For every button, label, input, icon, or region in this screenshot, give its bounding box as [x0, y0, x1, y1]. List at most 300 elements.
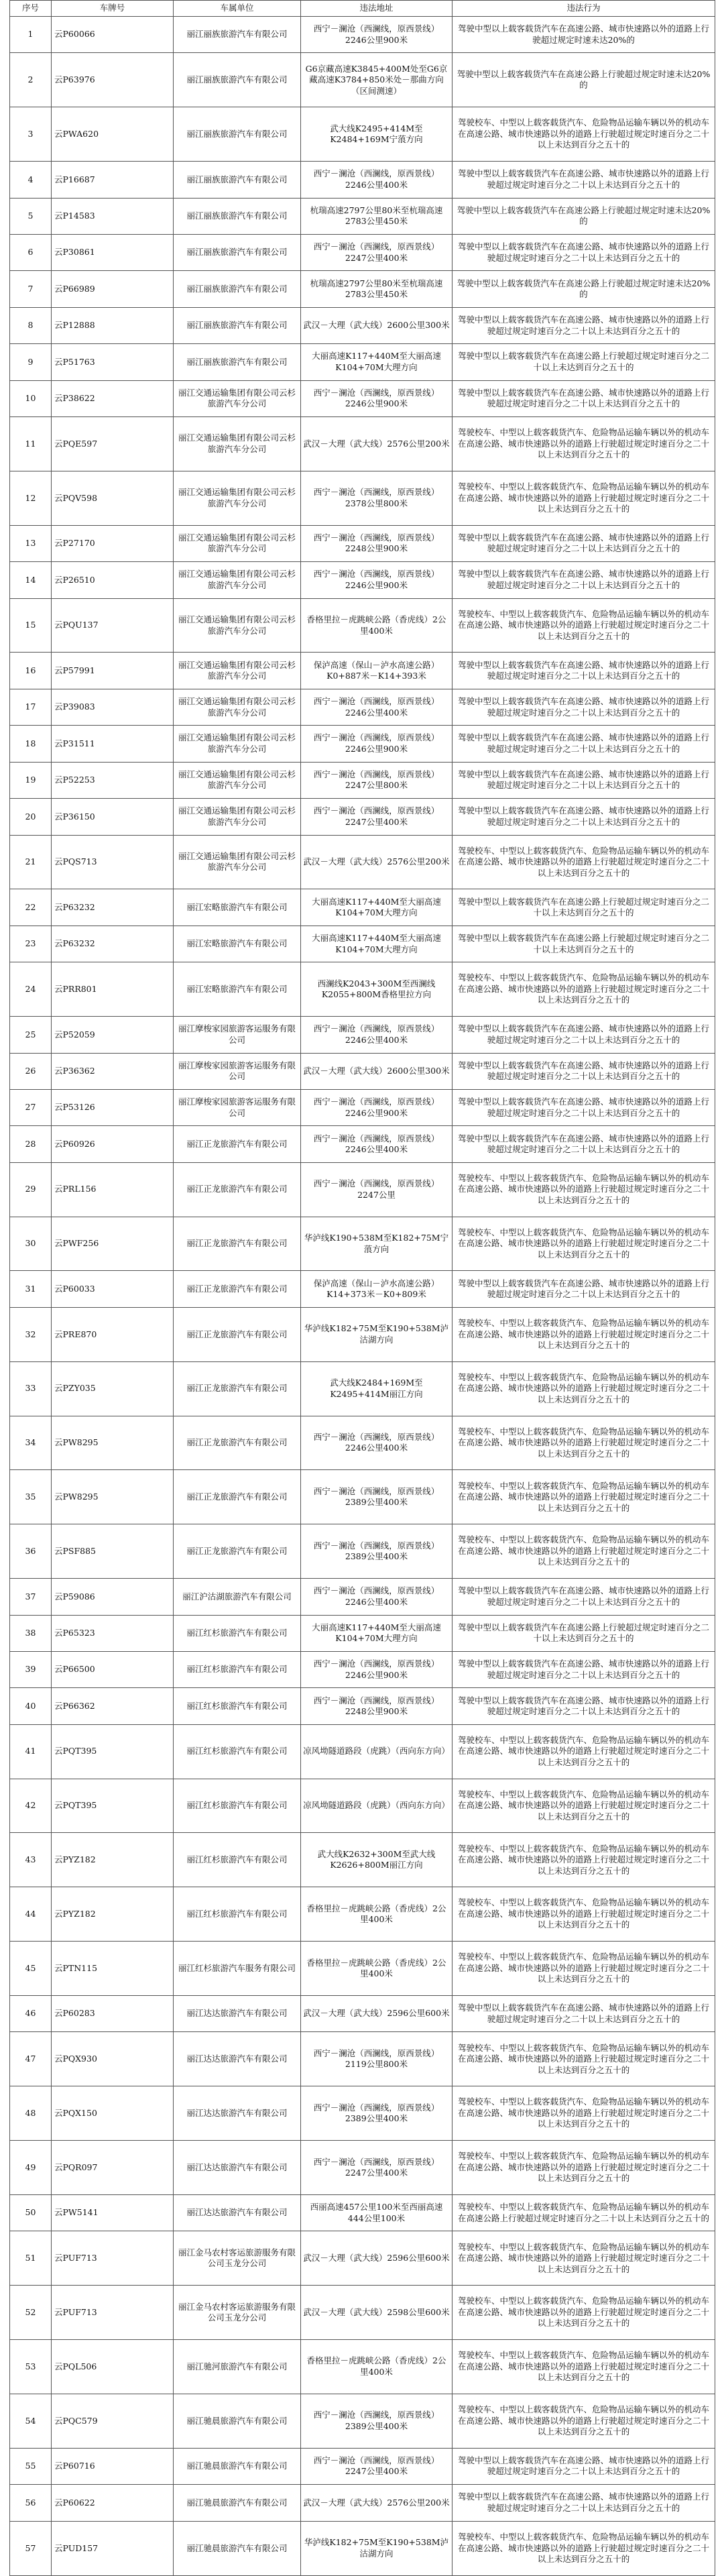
cell-violation: 驾驶校车、中型以上载客载货汽车、危险物品运输车辆以外的机动车在高速公路、城市快速路以外的道路上行驶超过规定时速百分之二十以上未达到百分之五十的 — [452, 2394, 715, 2448]
cell-unit: 丽江丽族旅游汽车有限公司 — [174, 107, 301, 162]
table-row — [10, 1361, 715, 1416]
cell-serial: 19 — [10, 762, 52, 798]
cell-plate: 云PQT395 — [52, 1779, 174, 1833]
cell-unit: 丽江丽族旅游汽车有限公司 — [174, 162, 301, 198]
table-row — [10, 1307, 715, 1361]
cell-serial: 53 — [10, 2340, 52, 2394]
cell-serial: 44 — [10, 1887, 52, 1942]
cell-unit: 丽江宏略旅游汽车有限公司 — [174, 962, 301, 1017]
cell-location: 武大线K2495+414M至K2484+169M宁蒗方向 — [301, 107, 452, 162]
cell-plate: 云P14583 — [52, 198, 174, 234]
cell-plate: 云PQU137 — [52, 598, 174, 653]
cell-location: 西宁－澜沧（西澜线，原西景线）2389公里400米 — [301, 2394, 452, 2448]
cell-plate: 云P60622 — [52, 2485, 174, 2521]
cell-plate: 云P26510 — [52, 562, 174, 598]
cell-unit: 丽江金马农村客运旅游服务有限公司玉龙分公司 — [174, 2231, 301, 2286]
cell-location: 西宁－澜沧（西澜线，原西景线）2378公里800米 — [301, 471, 452, 525]
cell-plate: 云P60926 — [52, 1126, 174, 1162]
cell-serial: 15 — [10, 598, 52, 653]
table-row — [10, 2141, 715, 2195]
cell-unit: 丽江正龙旅游汽车有限公司 — [174, 1416, 301, 1470]
cell-location: 武汉－大理（武大线）2596公里600米 — [301, 2231, 452, 2286]
cell-serial: 1 — [10, 17, 52, 53]
table-row — [10, 799, 715, 835]
cell-location: 西宁－澜沧（西澜线，原西景线）2247公里 — [301, 1162, 452, 1217]
cell-violation: 驾驶中型以上载客载货汽车在高速公路、城市快速路以外的道路上行驶超过规定时速未达20%的 — [452, 17, 715, 53]
cell-violation: 驾驶中型以上载客载货汽车在高速公路、城市快速路以外的道路上行驶超过规定时速百分之二十以上未达到百分之五十的 — [452, 1579, 715, 1615]
cell-unit: 丽江交通运输集团有限公司云杉旅游汽车分公司 — [174, 471, 301, 525]
cell-unit: 丽江交通运输集团有限公司云杉旅游汽车分公司 — [174, 417, 301, 471]
cell-serial: 4 — [10, 162, 52, 198]
cell-violation: 驾驶中型以上载客载货汽车在高速公路、城市快速路以外的道路上行驶超过规定时速百分之二十以上未达到百分之五十的 — [452, 762, 715, 798]
cell-serial: 25 — [10, 1017, 52, 1053]
cell-violation: 驾驶校车、中型以上载客载货汽车、危险物品运输车辆以外的机动车在高速公路、城市快速路以外的道路上行驶超过规定时速百分之二十以上未达到百分之五十的 — [452, 962, 715, 1017]
cell-location: 大丽高速K117+440M至大丽高速K104+70M大理方向 — [301, 926, 452, 962]
cell-plate: 云PW8295 — [52, 1470, 174, 1524]
cell-location: 凉风坳隧道路段（虎跳）（西向东方向） — [301, 1724, 452, 1779]
table-row — [10, 1887, 715, 1942]
table-row — [10, 1996, 715, 2032]
cell-serial: 51 — [10, 2231, 52, 2286]
cell-location: 武汉－大理（武大线）2600公里300米 — [301, 1053, 452, 1089]
table-row — [10, 653, 715, 689]
table-row — [10, 2032, 715, 2086]
cell-unit: 丽江交通运输集团有限公司云杉旅游汽车分公司 — [174, 726, 301, 762]
cell-violation: 驾驶中型以上载客载货汽车在高速公路、城市快速路以外的道路上行驶超过规定时速百分之二十以上未达到百分之五十的 — [452, 1996, 715, 2032]
cell-violation: 驾驶校车、中型以上载客载货汽车、危险物品运输车辆以外的机动车在高速公路、城市快速路以外的道路上行驶超过规定时速百分之二十以上未达到百分之五十的 — [452, 1470, 715, 1524]
cell-plate: 云P27170 — [52, 525, 174, 561]
cell-serial: 24 — [10, 962, 52, 1017]
cell-unit: 丽江红杉旅游汽车有限公司 — [174, 1651, 301, 1687]
table-row — [10, 1271, 715, 1307]
cell-unit: 丽江驰河旅游汽车有限公司 — [174, 2340, 301, 2394]
cell-plate: 云P60716 — [52, 2448, 174, 2484]
cell-serial: 45 — [10, 1942, 52, 1996]
table-row — [10, 162, 715, 198]
cell-unit: 丽江交通运输集团有限公司云杉旅游汽车分公司 — [174, 598, 301, 653]
cell-violation: 驾驶中型以上载客载货汽车在高速公路、城市快速路以外的道路上行驶超过规定时速百分之二十以上未达到百分之五十的 — [452, 2448, 715, 2484]
cell-location: 西宁－澜沧（西澜线，原西景线）2247公里800米 — [301, 762, 452, 798]
cell-location: 武汉－大理（武大线）2598公里600米 — [301, 2286, 452, 2340]
cell-violation: 驾驶中型以上载客载货汽车在高速公路上行驶超过规定时速百分之二十以上未达到百分之五十的 — [452, 1615, 715, 1651]
table-row — [10, 107, 715, 162]
cell-plate: 云P59086 — [52, 1579, 174, 1615]
cell-plate: 云P51763 — [52, 344, 174, 380]
table-row — [10, 471, 715, 525]
cell-violation: 驾驶中型以上载客载货汽车在高速公路上行驶超过规定时速未达20%的 — [452, 271, 715, 307]
cell-unit: 丽江交通运输集团有限公司云杉旅游汽车分公司 — [174, 653, 301, 689]
table-row — [10, 1416, 715, 1470]
cell-location: 西澜线K2043+300M至西澜线K2055+800M香格里拉方向 — [301, 962, 452, 1017]
cell-location: 西宁－澜沧（西澜线，原西景线）2246公里400米 — [301, 1579, 452, 1615]
cell-violation: 驾驶中型以上载客载货汽车在高速公路、城市快速路以外的道路上行驶超过规定时速百分之二十以上未达到百分之五十的 — [452, 653, 715, 689]
cell-location: 香格里拉－虎跳峡公路（香虎线）2公里400米 — [301, 2340, 452, 2394]
cell-plate: 云P30861 — [52, 234, 174, 270]
cell-unit: 丽江驰晨旅游汽车有限公司 — [174, 2521, 301, 2575]
table-row — [10, 926, 715, 962]
cell-violation: 驾驶校车、中型以上载客载货汽车、危险物品运输车辆以外的机动车在高速公路、城市快速路以外的道路上行驶超过规定时速百分之二十以上未达到百分之五十的 — [452, 2086, 715, 2141]
cell-unit: 丽江交通运输集团有限公司云杉旅游汽车分公司 — [174, 799, 301, 835]
cell-violation: 驾驶校车、中型以上载客载货汽车、危险物品运输车辆以外的机动车在高速公路、城市快速路以外的道路上行驶超过规定时速百分之二十以上未达到百分之五十的 — [452, 2340, 715, 2394]
cell-violation: 驾驶校车、中型以上载客载货汽车、危险物品运输车辆以外的机动车在高速公路上行驶超过规定时速百分之二十以上未达到百分之五十的 — [452, 2194, 715, 2231]
cell-location: 西宁－澜沧（西澜线，原西景线）2246公里900米 — [301, 17, 452, 53]
table-row — [10, 1724, 715, 1779]
cell-serial: 8 — [10, 307, 52, 343]
cell-plate: 云P16687 — [52, 162, 174, 198]
cell-plate: 云PWA620 — [52, 107, 174, 162]
cell-unit: 丽江正龙旅游汽车有限公司 — [174, 1524, 301, 1579]
cell-location: 杭瑞高速2797公里80米至杭瑞高速2783公里450米 — [301, 198, 452, 234]
table-row — [10, 1470, 715, 1524]
header-unit: 车属单位 — [174, 1, 301, 17]
cell-violation: 驾驶中型以上载客载货汽车在高速公路上行驶超过规定时速未达20%的 — [452, 53, 715, 107]
cell-plate: 云P66500 — [52, 1651, 174, 1687]
table-row — [10, 762, 715, 798]
cell-serial: 43 — [10, 1833, 52, 1887]
table-row — [10, 17, 715, 53]
cell-unit: 丽江驰晨旅游汽车有限公司 — [174, 2394, 301, 2448]
cell-plate: 云P60033 — [52, 1271, 174, 1307]
cell-serial: 17 — [10, 689, 52, 725]
cell-unit: 丽江红杉旅游汽车有限公司 — [174, 1688, 301, 1724]
cell-serial: 30 — [10, 1217, 52, 1271]
cell-location: 西宁－澜沧（西澜线，原西景线）2246公里900米 — [301, 380, 452, 416]
cell-location: 西宁－澜沧（西澜线，原西景线）2119公里800米 — [301, 2032, 452, 2086]
cell-serial: 33 — [10, 1361, 52, 1416]
cell-serial: 28 — [10, 1126, 52, 1162]
cell-violation: 驾驶校车、中型以上载客载货汽车、危险物品运输车辆以外的机动车在高速公路、城市快速路以外的道路上行驶超过规定时速百分之二十以上未达到百分之五十的 — [452, 1307, 715, 1361]
cell-unit: 丽江交通运输集团有限公司云杉旅游汽车分公司 — [174, 762, 301, 798]
table-row — [10, 307, 715, 343]
table-row — [10, 1126, 715, 1162]
cell-unit: 丽江正龙旅游汽车有限公司 — [174, 1162, 301, 1217]
cell-serial: 14 — [10, 562, 52, 598]
cell-location: 香格里拉－虎跳峡公路（香虎线）2公里400米 — [301, 598, 452, 653]
cell-violation: 驾驶中型以上载客载货汽车在高速公路上行驶超过规定时速百分之二十以上未达到百分之五十的 — [452, 344, 715, 380]
table-row — [10, 1615, 715, 1651]
cell-location: 西宁－澜沧（西澜线，原西景线）2246公里400米 — [301, 1017, 452, 1053]
cell-location: 西宁－澜沧（西澜线，原西景线）2246公里400米 — [301, 689, 452, 725]
cell-violation: 驾驶校车、中型以上载客载货汽车、危险物品运输车辆以外的机动车在高速公路、城市快速路以外的道路上行驶超过规定时速百分之二十以上未达到百分之五十的 — [452, 2521, 715, 2575]
cell-unit: 丽江交通运输集团有限公司云杉旅游汽车分公司 — [174, 562, 301, 598]
cell-plate: 云P36150 — [52, 799, 174, 835]
cell-violation: 驾驶校车、中型以上载客载货汽车、危险物品运输车辆以外的机动车在高速公路、城市快速路以外的道路上行驶超过规定时速百分之二十以上未达到百分之五十的 — [452, 1942, 715, 1996]
cell-plate: 云P65323 — [52, 1615, 174, 1651]
cell-plate: 云PRE870 — [52, 1307, 174, 1361]
cell-unit: 丽江交通运输集团有限公司云杉旅游汽车分公司 — [174, 835, 301, 889]
cell-serial: 7 — [10, 271, 52, 307]
cell-violation: 驾驶中型以上载客载货汽车在高速公路上行驶超过规定时速未达20%的 — [452, 198, 715, 234]
cell-plate: 云P52253 — [52, 762, 174, 798]
cell-serial: 47 — [10, 2032, 52, 2086]
cell-violation: 驾驶校车、中型以上载客载货汽车、危险物品运输车辆以外的机动车在高速公路、城市快速路以外的道路上行驶超过规定时速百分之二十以上未达到百分之五十的 — [452, 2286, 715, 2340]
cell-plate: 云PYZ182 — [52, 1833, 174, 1887]
table-row — [10, 2448, 715, 2484]
cell-unit: 丽江丽族旅游汽车有限公司 — [174, 234, 301, 270]
cell-violation: 驾驶中型以上载客载货汽车在高速公路、城市快速路以外的道路上行驶超过规定时速百分之二十以上未达到百分之五十的 — [452, 1126, 715, 1162]
cell-violation: 驾驶校车、中型以上载客载货汽车、危险物品运输车辆以外的机动车在高速公路、城市快速路以外的道路上行驶超过规定时速百分之二十以上未达到百分之五十的 — [452, 1162, 715, 1217]
cell-violation: 驾驶中型以上载客载货汽车在高速公路、城市快速路以外的道路上行驶超过规定时速百分之二十以上未达到百分之五十的 — [452, 162, 715, 198]
cell-location: 华泸线K182+75M至K190+538M泸沽湖方向 — [301, 2521, 452, 2575]
cell-location: 武汉－大理（武大线）2576公里200米 — [301, 417, 452, 471]
table-row — [10, 2485, 715, 2521]
cell-serial: 32 — [10, 1307, 52, 1361]
cell-location: 凉风坳隧道路段（虎跳）（西向东方向） — [301, 1779, 452, 1833]
cell-plate: 云PW8295 — [52, 1416, 174, 1470]
cell-violation: 驾驶中型以上载客载货汽车在高速公路、城市快速路以外的道路上行驶超过规定时速百分之二十以上未达到百分之五十的 — [452, 2485, 715, 2521]
cell-plate: 云P60283 — [52, 1996, 174, 2032]
cell-location: 武汉－大理（武大线）2576公里200米 — [301, 2485, 452, 2521]
cell-serial: 20 — [10, 799, 52, 835]
cell-plate: 云P60066 — [52, 17, 174, 53]
header-violation: 违法行为 — [452, 1, 715, 17]
cell-location: 西宁－澜沧（西澜线，原西景线）2248公里900米 — [301, 525, 452, 561]
table-row — [10, 1053, 715, 1089]
header-plate: 车牌号 — [52, 1, 174, 17]
cell-location: G6京藏高速K3845+400M处至G6京藏高速K3784+850米处－那曲方向（区间测速） — [301, 53, 452, 107]
cell-plate: 云P66362 — [52, 1688, 174, 1724]
cell-serial: 26 — [10, 1053, 52, 1089]
cell-location: 香格里拉－虎跳峡公路（香虎线）2公里400米 — [301, 1942, 452, 1996]
cell-serial: 39 — [10, 1651, 52, 1687]
cell-violation: 驾驶校车、中型以上载客载货汽车、危险物品运输车辆以外的机动车在高速公路、城市快速路以外的道路上行驶超过规定时速百分之二十以上未达到百分之五十的 — [452, 107, 715, 162]
table-row — [10, 198, 715, 234]
cell-serial: 37 — [10, 1579, 52, 1615]
table-row — [10, 2231, 715, 2286]
cell-violation: 驾驶校车、中型以上载客载货汽车、危险物品运输车辆以外的机动车在高速公路、城市快速路以外的道路上行驶超过规定时速百分之二十以上未达到百分之五十的 — [452, 1217, 715, 1271]
cell-unit: 丽江丽族旅游汽车有限公司 — [174, 198, 301, 234]
cell-serial: 22 — [10, 889, 52, 926]
table-row — [10, 1162, 715, 1217]
cell-serial: 2 — [10, 53, 52, 107]
cell-unit: 丽江丽族旅游汽车有限公司 — [174, 271, 301, 307]
cell-unit: 丽江丽族旅游汽车有限公司 — [174, 53, 301, 107]
table-row — [10, 271, 715, 307]
cell-unit: 丽江沪沽湖旅游汽车有限公司 — [174, 1579, 301, 1615]
table-row — [10, 962, 715, 1017]
cell-serial: 56 — [10, 2485, 52, 2521]
table-row — [10, 689, 715, 725]
cell-location: 西宁－澜沧（西澜线，原西景线）2247公里400米 — [301, 234, 452, 270]
cell-plate: 云PUF713 — [52, 2231, 174, 2286]
cell-plate: 云P38622 — [52, 380, 174, 416]
cell-unit: 丽江宏略旅游汽车有限公司 — [174, 926, 301, 962]
cell-violation: 驾驶中型以上载客载货汽车在高速公路、城市快速路以外的道路上行驶超过规定时速百分之二十以上未达到百分之五十的 — [452, 1271, 715, 1307]
table-row — [10, 380, 715, 416]
cell-location: 武汉－大理（武大线）2576公里200米 — [301, 835, 452, 889]
cell-location: 香格里拉－虎跳峡公路（香虎线）2公里400米 — [301, 1887, 452, 1942]
cell-unit: 丽江红杉旅游汽车服务有限公司 — [174, 1942, 301, 1996]
cell-location: 华泸线K190+538M至K182+75M宁蒗方向 — [301, 1217, 452, 1271]
cell-location: 武汉－大理（武大线）2600公里300米 — [301, 307, 452, 343]
cell-location: 西丽高速457公里100米至西丽高速444公里100米 — [301, 2194, 452, 2231]
table-row — [10, 234, 715, 270]
cell-serial: 5 — [10, 198, 52, 234]
cell-violation: 驾驶校车、中型以上载客载货汽车、危险物品运输车辆以外的机动车在高速公路、城市快速路以外的道路上行驶超过规定时速百分之二十以上未达到百分之五十的 — [452, 1887, 715, 1942]
cell-location: 西宁－澜沧（西澜线，原西景线）2247公里400米 — [301, 2141, 452, 2195]
cell-unit: 丽江丽族旅游汽车有限公司 — [174, 17, 301, 53]
cell-location: 西宁－澜沧（西澜线，原西景线）2246公里900米 — [301, 562, 452, 598]
cell-serial: 29 — [10, 1162, 52, 1217]
cell-violation: 驾驶校车、中型以上载客载货汽车、危险物品运输车辆以外的机动车在高速公路、城市快速路以外的道路上行驶超过规定时速百分之二十以上未达到百分之五十的 — [452, 1361, 715, 1416]
cell-location: 保泸高速（保山－泸水高速公路）K14+373米－K0+809米 — [301, 1271, 452, 1307]
table-row — [10, 1833, 715, 1887]
cell-serial: 54 — [10, 2394, 52, 2448]
cell-serial: 34 — [10, 1416, 52, 1470]
cell-plate: 云PW5141 — [52, 2194, 174, 2231]
cell-plate: 云PQT395 — [52, 1724, 174, 1779]
violation-table — [9, 0, 715, 2576]
cell-unit: 丽江交通运输集团有限公司云杉旅游汽车分公司 — [174, 689, 301, 725]
table-row — [10, 1217, 715, 1271]
cell-violation: 驾驶校车、中型以上载客载货汽车、危险物品运输车辆以外的机动车在高速公路、城市快速路以外的道路上行驶超过规定时速百分之二十以上未达到百分之五十的 — [452, 598, 715, 653]
cell-serial: 11 — [10, 417, 52, 471]
cell-location: 西宁－澜沧（西澜线，原西景线）2246公里900米 — [301, 1089, 452, 1125]
cell-plate: 云P31511 — [52, 726, 174, 762]
cell-plate: 云PZY035 — [52, 1361, 174, 1416]
table-row — [10, 2521, 715, 2575]
cell-plate: 云PWF256 — [52, 1217, 174, 1271]
cell-violation: 驾驶中型以上载客载货汽车在高速公路、城市快速路以外的道路上行驶超过规定时速百分之二十以上未达到百分之五十的 — [452, 689, 715, 725]
cell-location: 大丽高速K117+440M至大丽高速K104+70M大理方向 — [301, 344, 452, 380]
header-row — [10, 1, 715, 17]
cell-violation: 驾驶中型以上载客载货汽车在高速公路、城市快速路以外的道路上行驶超过规定时速百分之二十以上未达到百分之五十的 — [452, 234, 715, 270]
cell-unit: 丽江丽族旅游汽车有限公司 — [174, 307, 301, 343]
table-row — [10, 726, 715, 762]
cell-serial: 18 — [10, 726, 52, 762]
cell-serial: 40 — [10, 1688, 52, 1724]
table-row — [10, 417, 715, 471]
cell-violation: 驾驶中型以上载客载货汽车在高速公路、城市快速路以外的道路上行驶超过规定时速百分之二十以上未达到百分之五十的 — [452, 1688, 715, 1724]
header-serial: 序号 — [10, 1, 52, 17]
cell-serial: 23 — [10, 926, 52, 962]
cell-plate: 云P63976 — [52, 53, 174, 107]
cell-location: 西宁－澜沧（西澜线，原西景线）2247公里400米 — [301, 799, 452, 835]
cell-plate: 云PRL156 — [52, 1162, 174, 1217]
cell-violation: 驾驶中型以上载客载货汽车在高速公路上行驶超过规定时速百分之二十以上未达到百分之五十的 — [452, 889, 715, 926]
cell-unit: 丽江摩梭家园旅游客运服务有限公司 — [174, 1017, 301, 1053]
cell-plate: 云PQS713 — [52, 835, 174, 889]
cell-plate: 云P53126 — [52, 1089, 174, 1125]
table-row — [10, 525, 715, 561]
cell-unit: 丽江正龙旅游汽车有限公司 — [174, 1217, 301, 1271]
cell-plate: 云P57991 — [52, 653, 174, 689]
cell-unit: 丽江摩梭家园旅游客运服务有限公司 — [174, 1053, 301, 1089]
table-row — [10, 2194, 715, 2231]
cell-unit: 丽江红杉旅游汽车有限公司 — [174, 1833, 301, 1887]
cell-serial: 10 — [10, 380, 52, 416]
cell-serial: 21 — [10, 835, 52, 889]
cell-plate: 云PYZ182 — [52, 1887, 174, 1942]
table-row — [10, 835, 715, 889]
cell-plate: 云PQX930 — [52, 2032, 174, 2086]
cell-violation: 驾驶中型以上载客载货汽车在高速公路、城市快速路以外的道路上行驶超过规定时速百分之二十以上未达到百分之五十的 — [452, 307, 715, 343]
cell-location: 大丽高速K117+440M至大丽高速K104+70M大理方向 — [301, 1615, 452, 1651]
table-row — [10, 1688, 715, 1724]
cell-serial: 9 — [10, 344, 52, 380]
cell-unit: 丽江交通运输集团有限公司云杉旅游汽车分公司 — [174, 380, 301, 416]
cell-violation: 驾驶校车、中型以上载客载货汽车、危险物品运输车辆以外的机动车在高速公路、城市快速路以外的道路上行驶超过规定时速百分之二十以上未达到百分之五十的 — [452, 2032, 715, 2086]
cell-location: 西宁－澜沧（西澜线，原西景线）2246公里900米 — [301, 1651, 452, 1687]
cell-plate: 云P39083 — [52, 689, 174, 725]
cell-violation: 驾驶中型以上载客载货汽车在高速公路、城市快速路以外的道路上行驶超过规定时速百分之二十以上未达到百分之五十的 — [452, 1089, 715, 1125]
cell-serial: 13 — [10, 525, 52, 561]
cell-violation: 驾驶中型以上载客载货汽车在高速公路、城市快速路以外的道路上行驶超过规定时速百分之二十以上未达到百分之五十的 — [452, 525, 715, 561]
cell-serial: 49 — [10, 2141, 52, 2195]
table-row — [10, 1651, 715, 1687]
cell-plate: 云PRR801 — [52, 962, 174, 1017]
cell-location: 武汉－大理（武大线）2596公里600米 — [301, 1996, 452, 2032]
cell-violation: 驾驶校车、中型以上载客载货汽车、危险物品运输车辆以外的机动车在高速公路、城市快速路以外的道路上行驶超过规定时速百分之二十以上未达到百分之五十的 — [452, 2141, 715, 2195]
cell-unit: 丽江正龙旅游汽车有限公司 — [174, 1307, 301, 1361]
cell-location: 华泸线K182+75M至K190+538M泸沽湖方向 — [301, 1307, 452, 1361]
cell-plate: 云P36362 — [52, 1053, 174, 1089]
cell-violation: 驾驶校车、中型以上载客载货汽车、危险物品运输车辆以外的机动车在高速公路、城市快速路以外的道路上行驶超过规定时速百分之二十以上未达到百分之五十的 — [452, 1833, 715, 1887]
table-row — [10, 344, 715, 380]
cell-plate: 云PUF713 — [52, 2286, 174, 2340]
cell-unit: 丽江驰晨旅游汽车有限公司 — [174, 2448, 301, 2484]
cell-unit: 丽江正龙旅游汽车有限公司 — [174, 1126, 301, 1162]
cell-violation: 驾驶中型以上载客载货汽车在高速公路、城市快速路以外的道路上行驶超过规定时速百分之二十以上未达到百分之五十的 — [452, 726, 715, 762]
cell-serial: 12 — [10, 471, 52, 525]
cell-unit: 丽江红杉旅游汽车有限公司 — [174, 1724, 301, 1779]
header-location: 违法地址 — [301, 1, 452, 17]
table-row — [10, 2394, 715, 2448]
cell-plate: 云PSF885 — [52, 1524, 174, 1579]
cell-violation: 驾驶校车、中型以上载客载货汽车、危险物品运输车辆以外的机动车在高速公路、城市快速路以外的道路上行驶超过规定时速百分之二十以上未达到百分之五十的 — [452, 1416, 715, 1470]
cell-violation: 驾驶中型以上载客载货汽车在高速公路、城市快速路以外的道路上行驶超过规定时速百分之二十以上未达到百分之五十的 — [452, 562, 715, 598]
cell-plate: 云PQX150 — [52, 2086, 174, 2141]
cell-plate: 云PTN115 — [52, 1942, 174, 1996]
cell-plate: 云PQC579 — [52, 2394, 174, 2448]
table-row — [10, 1779, 715, 1833]
cell-violation: 驾驶校车、中型以上载客载货汽车、危险物品运输车辆以外的机动车在高速公路、城市快速路以外的道路上行驶超过规定时速百分之二十以上未达到百分之五十的 — [452, 1779, 715, 1833]
cell-unit: 丽江达达旅游汽车有限公司 — [174, 2086, 301, 2141]
cell-serial: 55 — [10, 2448, 52, 2484]
table-row — [10, 1579, 715, 1615]
cell-location: 西宁－澜沧（西澜线，原西景线）2248公里900米 — [301, 1688, 452, 1724]
cell-serial: 48 — [10, 2086, 52, 2141]
cell-unit: 丽江达达旅游汽车有限公司 — [174, 2194, 301, 2231]
cell-serial: 3 — [10, 107, 52, 162]
cell-serial: 50 — [10, 2194, 52, 2231]
cell-plate: 云PQR097 — [52, 2141, 174, 2195]
cell-plate: 云P12888 — [52, 307, 174, 343]
cell-violation: 驾驶校车、中型以上载客载货汽车、危险物品运输车辆以外的机动车在高速公路、城市快速路以外的道路上行驶超过规定时速百分之二十以上未达到百分之五十的 — [452, 417, 715, 471]
cell-unit: 丽江红杉旅游汽车有限公司 — [174, 1615, 301, 1651]
cell-unit: 丽江宏略旅游汽车有限公司 — [174, 889, 301, 926]
cell-unit: 丽江达达旅游汽车有限公司 — [174, 1996, 301, 2032]
cell-violation: 驾驶中型以上载客载货汽车在高速公路上行驶超过规定时速百分之二十以上未达到百分之五十的 — [452, 926, 715, 962]
cell-location: 西宁－澜沧（西澜线，原西景线）2389公里400米 — [301, 1524, 452, 1579]
cell-violation: 驾驶校车、中型以上载客载货汽车、危险物品运输车辆以外的机动车在高速公路、城市快速路以外的道路上行驶超过规定时速百分之二十以上未达到百分之五十的 — [452, 1724, 715, 1779]
cell-location: 武大线K2484+169M至K2495+414M丽江方向 — [301, 1361, 452, 1416]
cell-location: 武大线K2632+300M至武大线K2626+800M丽江方向 — [301, 1833, 452, 1887]
table-row — [10, 562, 715, 598]
cell-serial: 27 — [10, 1089, 52, 1125]
cell-plate: 云PUD157 — [52, 2521, 174, 2575]
cell-violation: 驾驶校车、中型以上载客载货汽车、危险物品运输车辆以外的机动车在高速公路、城市快速路以外的道路上行驶超过规定时速百分之二十以上未达到百分之五十的 — [452, 835, 715, 889]
table-row — [10, 1017, 715, 1053]
cell-violation: 驾驶中型以上载客载货汽车在高速公路、城市快速路以外的道路上行驶超过规定时速百分之二十以上未达到百分之五十的 — [452, 380, 715, 416]
cell-plate: 云P63232 — [52, 889, 174, 926]
cell-serial: 57 — [10, 2521, 52, 2575]
cell-unit: 丽江交通运输集团有限公司云杉旅游汽车分公司 — [174, 525, 301, 561]
cell-serial: 52 — [10, 2286, 52, 2340]
cell-unit: 丽江达达旅游汽车有限公司 — [174, 2141, 301, 2195]
table-row — [10, 2340, 715, 2394]
cell-violation: 驾驶中型以上载客载货汽车在高速公路、城市快速路以外的道路上行驶超过规定时速百分之二十以上未达到百分之五十的 — [452, 1017, 715, 1053]
